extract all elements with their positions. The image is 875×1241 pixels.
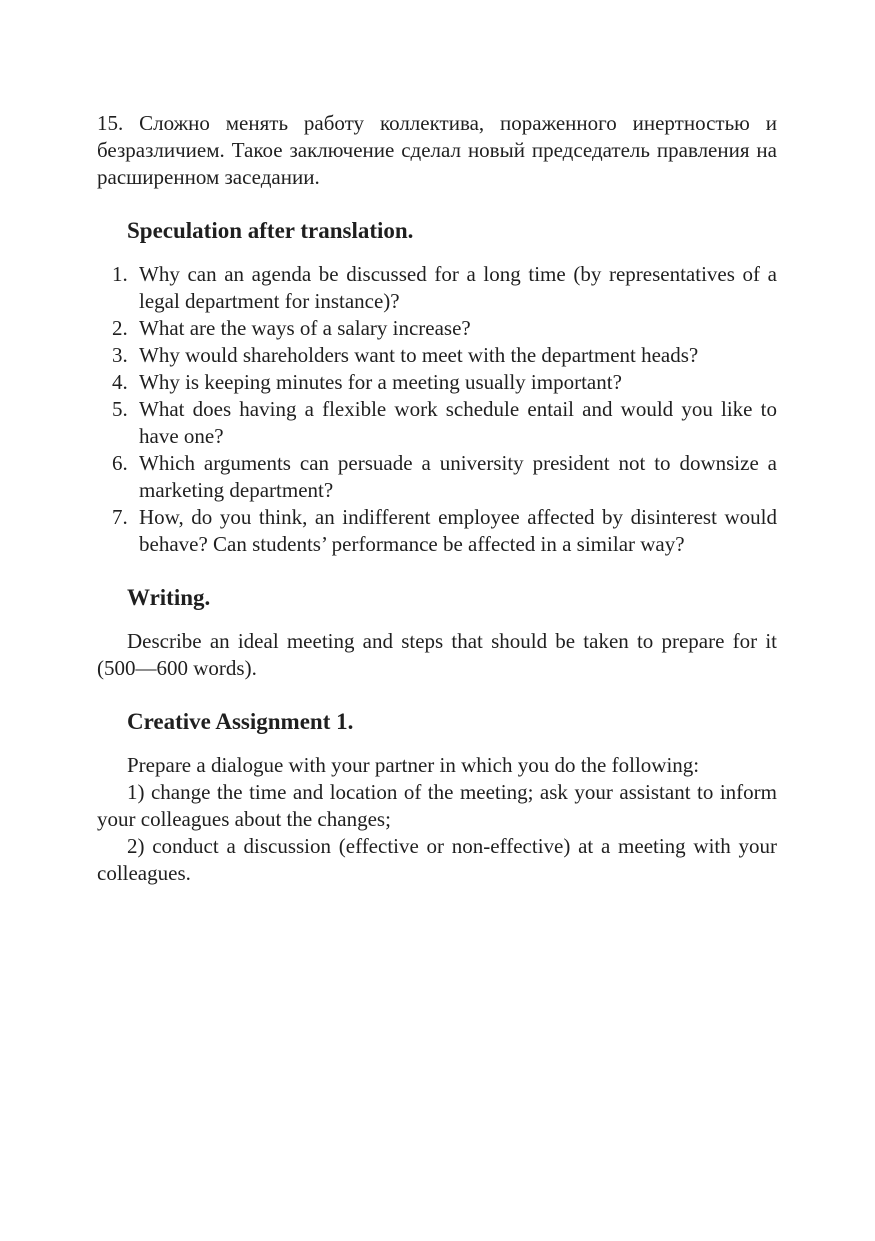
writing-heading: Writing. <box>127 585 211 610</box>
list-item: 4. Why is keeping minutes for a meeting usually important? <box>112 370 622 394</box>
page-content <box>97 110 777 887</box>
speculation-heading: Speculation after translation. <box>127 218 414 243</box>
creative-point-1: 1) change the time and location of the meeting; ask your assistant to inform your colleagues about the changes; <box>97 780 777 831</box>
list-item: 3. Why would shareholders want to meet with the department heads? <box>112 343 699 367</box>
list-item: 5. What does having a flexible work schedule entail and would you like to have one? <box>112 397 777 448</box>
list-item: 7. How, do you think, an indifferent employee affected by disinterest would behave? Can students’ performance be affected in a similar way? <box>112 505 777 556</box>
writing-text: Describe an ideal meeting and steps that should be taken to prepare for it (500—600 words). <box>97 629 777 680</box>
list-item: 1. Why can an agenda be discussed for a long time (by representatives of a legal department for instance)? <box>112 262 777 313</box>
list-item: 2. What are the ways of a salary increase? <box>112 316 471 340</box>
creative-intro: Prepare a dialogue with your partner in which you do the following: <box>127 753 700 777</box>
creative-point-2: 2) conduct a discussion (effective or non-effective) at a meeting with your colleagues. <box>97 834 777 885</box>
intro-paragraph: 15. Сложно менять работу коллектива, пораженного инертностью и безразличием. Такое заключение сделал новый председатель правления на расширенном заседании. <box>97 111 777 189</box>
list-item: 6. Which arguments can persuade a university president not to downsize a marketing department? <box>112 451 777 502</box>
speculation-list <box>97 261 777 558</box>
creative-heading: Creative Assignment 1. <box>127 709 354 734</box>
